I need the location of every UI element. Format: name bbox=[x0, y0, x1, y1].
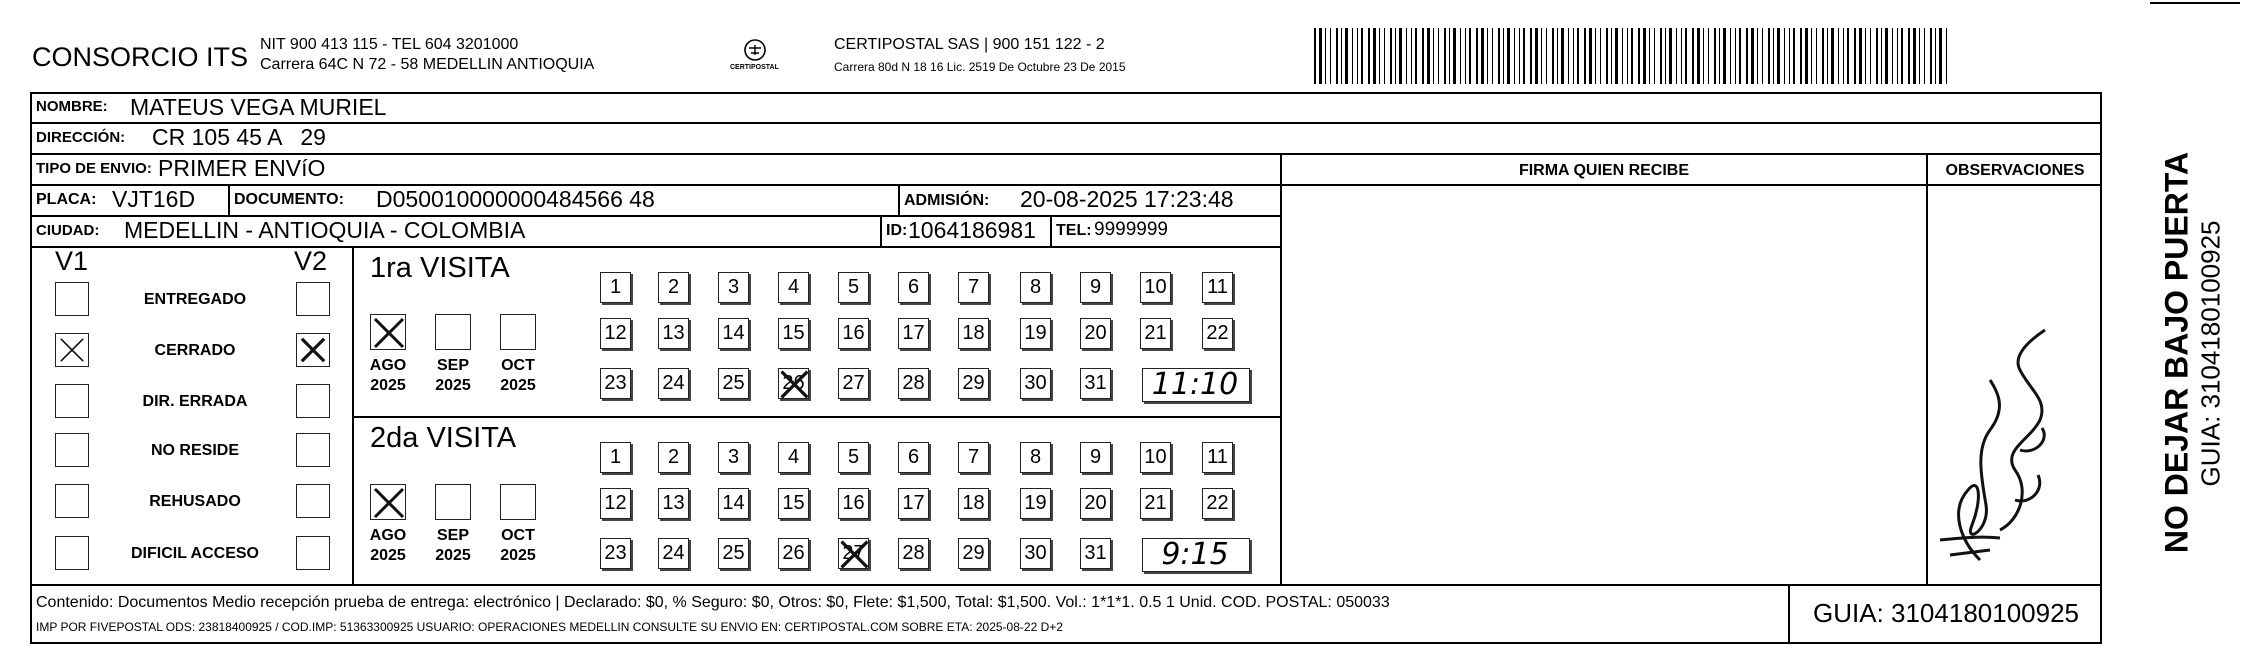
barcode-bar bbox=[1395, 28, 1396, 84]
barcode-bar bbox=[1768, 28, 1770, 84]
day-box[interactable]: 21 bbox=[1140, 318, 1171, 349]
barcode-bar bbox=[1481, 28, 1484, 84]
day-box[interactable]: 11 bbox=[1202, 272, 1233, 303]
documento-value: D050010000000484566 48 bbox=[376, 186, 655, 212]
barcode-bar bbox=[1735, 28, 1736, 84]
month-label: OCT 2025 bbox=[500, 527, 536, 564]
day-box[interactable]: 25 bbox=[718, 368, 749, 399]
barcode-bar bbox=[1908, 28, 1910, 84]
barcode-bar bbox=[1692, 28, 1694, 84]
footer-imp: IMP POR FIVEPOSTAL ODS: 23818400925 / COD.IMP: 51363300925 USUARIO: OPERACIONES MEDELLIN CONSULTE SU ENVIO EN: CERTIPOSTAL.COM SOBRE ETA: 2025-08-22 D+2 bbox=[36, 620, 1063, 634]
day-box[interactable]: 9 bbox=[1080, 442, 1111, 473]
status-option-label: NO RESIDE bbox=[150, 442, 239, 459]
barcode-bar bbox=[1357, 28, 1358, 84]
month-checkbox[interactable] bbox=[370, 314, 406, 350]
status-option-label: REHUSADO bbox=[149, 493, 241, 510]
day-box[interactable]: 26 bbox=[778, 538, 809, 569]
visit-time: 9:15 bbox=[1161, 537, 1229, 572]
barcode-bar bbox=[1546, 28, 1547, 84]
day-box[interactable]: 28 bbox=[898, 368, 929, 399]
barcode-bar bbox=[1595, 28, 1596, 84]
certipostal-logo-icon bbox=[732, 36, 778, 76]
barcode-bar bbox=[1946, 28, 1947, 84]
barcode-bar bbox=[1406, 28, 1407, 84]
barcode-bar bbox=[1433, 28, 1434, 84]
barcode-bar bbox=[1336, 28, 1338, 84]
barcode-bar bbox=[1438, 28, 1439, 84]
barcode-bar bbox=[1622, 28, 1623, 84]
barcode-bar bbox=[1561, 28, 1564, 84]
barcode-bar bbox=[1789, 28, 1790, 84]
barcode-bar bbox=[1368, 28, 1370, 84]
barcode-bar bbox=[1649, 28, 1650, 84]
barcode-bar bbox=[1615, 28, 1618, 84]
barcode-bar bbox=[1384, 28, 1385, 84]
day-box[interactable]: 12 bbox=[600, 488, 631, 519]
status-option-label: ENTREGADO bbox=[143, 291, 247, 308]
barcode-bar bbox=[1557, 28, 1558, 84]
carrier-address: Carrera 80d N 18 16 Lic. 2519 De Octubre 23 De 2015 bbox=[834, 60, 1126, 74]
barcode-bar bbox=[1854, 28, 1856, 84]
day-box[interactable]: 2 bbox=[658, 272, 689, 303]
ciudad-value: MEDELLIN - ANTIOQUIA - COLOMBIA bbox=[124, 217, 526, 243]
logo-text: CERTIPOSTAL bbox=[730, 64, 779, 71]
barcode-bar bbox=[1676, 28, 1677, 84]
barcode-bar bbox=[1777, 28, 1780, 84]
month-label: SEP 2025 bbox=[435, 357, 471, 394]
day-box[interactable]: 30 bbox=[1020, 368, 1051, 399]
barcode-bar bbox=[1719, 28, 1720, 84]
placa-label: PLACA: bbox=[36, 191, 97, 208]
barcode-bar bbox=[1465, 28, 1466, 84]
barcode-bar bbox=[1881, 28, 1882, 84]
barcode-bar bbox=[1573, 28, 1574, 84]
day-box[interactable]: 26 bbox=[778, 368, 809, 399]
day-box[interactable]: 2 bbox=[658, 442, 689, 473]
side-text bbox=[2105, 120, 2245, 580]
id-label: ID: bbox=[886, 222, 908, 239]
barcode-bar bbox=[1523, 28, 1525, 84]
barcode-bar bbox=[1325, 28, 1326, 84]
barcode-bar bbox=[1708, 28, 1709, 84]
barcode-bar bbox=[1838, 28, 1839, 84]
day-box[interactable]: 19 bbox=[1020, 318, 1051, 349]
carrier-name: CERTIPOSTAL SAS | 900 151 122 - 2 bbox=[834, 36, 1105, 53]
barcode-bar bbox=[1697, 28, 1700, 84]
barcode-bar bbox=[1822, 28, 1824, 84]
company-name: CONSORCIO ITS bbox=[32, 42, 249, 72]
barcode-bar bbox=[1541, 28, 1542, 84]
nombre-value: MATEUS VEGA MURIEL bbox=[130, 94, 387, 120]
day-box[interactable]: 6 bbox=[898, 272, 929, 303]
barcode-bar bbox=[1939, 28, 1942, 84]
day-box[interactable]: 7 bbox=[958, 442, 989, 473]
barcode-bar bbox=[1453, 28, 1456, 84]
visit-title: 2da VISITA bbox=[370, 422, 517, 454]
barcode-bar bbox=[1885, 28, 1888, 84]
barcode-bar bbox=[1352, 28, 1353, 84]
barcode-bar bbox=[1469, 28, 1471, 84]
day-box[interactable]: 16 bbox=[838, 318, 869, 349]
status-option-label: DIFICIL ACCESO bbox=[130, 545, 259, 562]
day-box[interactable]: 29 bbox=[958, 538, 989, 569]
barcode-bar bbox=[1492, 28, 1493, 84]
v1-heading: V1 bbox=[55, 246, 89, 276]
barcode-bar bbox=[1589, 28, 1592, 84]
day-box[interactable]: 16 bbox=[838, 488, 869, 519]
day-box[interactable]: 15 bbox=[778, 318, 809, 349]
barcode-bar bbox=[1422, 28, 1424, 84]
barcode-bar bbox=[1427, 28, 1430, 84]
day-box[interactable]: 11 bbox=[1202, 442, 1233, 473]
documento-label: DOCUMENTO: bbox=[234, 191, 344, 208]
month-label: AGO 2025 bbox=[369, 357, 407, 394]
barcode-bar bbox=[1411, 28, 1412, 84]
day-box[interactable]: 28 bbox=[898, 538, 929, 569]
v2-checkbox[interactable] bbox=[296, 433, 330, 467]
barcode-bar bbox=[1627, 28, 1628, 84]
barcode-bar bbox=[1330, 28, 1331, 84]
barcode-bar bbox=[1924, 28, 1925, 84]
footer-guia: GUIA: 3104180100925 bbox=[1813, 598, 2079, 628]
barcode-bar bbox=[1379, 28, 1380, 84]
day-box[interactable]: 8 bbox=[1020, 272, 1051, 303]
day-box[interactable]: 14 bbox=[718, 318, 749, 349]
observaciones-heading: OBSERVACIONES bbox=[1945, 162, 2085, 179]
barcode-bar bbox=[1665, 28, 1666, 84]
id-value: 1064186981 bbox=[908, 217, 1036, 243]
month-checkbox[interactable] bbox=[500, 314, 536, 350]
barcode-bar bbox=[1870, 28, 1871, 84]
company-address: Carrera 64C N 72 - 58 MEDELLIN ANTIOQUIA bbox=[260, 56, 595, 73]
barcode-bar bbox=[1746, 28, 1748, 84]
day-box[interactable]: 4 bbox=[778, 272, 809, 303]
day-box[interactable]: 21 bbox=[1140, 488, 1171, 519]
day-box[interactable]: 18 bbox=[958, 488, 989, 519]
barcode-bar bbox=[1449, 28, 1450, 84]
day-box[interactable]: 23 bbox=[600, 538, 631, 569]
company-nit: NIT 900 413 115 - TEL 604 3201000 bbox=[260, 36, 519, 53]
barcode-bar bbox=[1730, 28, 1731, 84]
barcode-bar bbox=[1805, 28, 1808, 84]
barcode-bar bbox=[1476, 28, 1478, 84]
barcode-bar bbox=[1843, 28, 1844, 84]
barcode-bar bbox=[1831, 28, 1834, 84]
barcode-bar bbox=[1519, 28, 1520, 84]
admision-label: ADMISIÓN: bbox=[904, 192, 990, 209]
direccion-label: DIRECCIÓN: bbox=[36, 129, 126, 146]
barcode bbox=[1314, 28, 1954, 84]
barcode-bar bbox=[1935, 28, 1936, 84]
barcode-bar bbox=[1739, 28, 1741, 84]
v1-checkbox[interactable] bbox=[55, 282, 89, 316]
barcode-bar bbox=[1784, 28, 1785, 84]
v2-checkbox[interactable] bbox=[296, 384, 330, 418]
barcode-bar bbox=[1361, 28, 1363, 84]
barcode-bar bbox=[1703, 28, 1704, 84]
day-box[interactable]: 24 bbox=[658, 368, 689, 399]
day-box[interactable]: 3 bbox=[718, 442, 749, 473]
barcode-bar bbox=[1892, 28, 1893, 84]
barcode-bar bbox=[1584, 28, 1586, 84]
v2-heading: V2 bbox=[294, 246, 328, 276]
day-box[interactable]: 3 bbox=[718, 272, 749, 303]
day-box[interactable]: 31 bbox=[1080, 538, 1111, 569]
day-box[interactable]: 7 bbox=[958, 272, 989, 303]
day-box[interactable]: 9 bbox=[1080, 272, 1111, 303]
v2-checkbox[interactable] bbox=[296, 536, 330, 570]
barcode-bar bbox=[1606, 28, 1608, 84]
barcode-bar bbox=[1487, 28, 1488, 84]
barcode-bar bbox=[1669, 28, 1672, 84]
barcode-bar bbox=[1643, 28, 1646, 84]
v2-checkbox[interactable] bbox=[296, 333, 330, 367]
barcode-bar bbox=[1507, 28, 1510, 84]
barcode-bar bbox=[1530, 28, 1532, 84]
day-box[interactable]: 13 bbox=[658, 488, 689, 519]
barcode-bar bbox=[1901, 28, 1903, 84]
barcode-bar bbox=[1503, 28, 1504, 84]
day-box[interactable]: 10 bbox=[1140, 272, 1171, 303]
barcode-bar bbox=[1552, 28, 1554, 84]
v1-checkbox[interactable] bbox=[55, 433, 89, 467]
barcode-bar bbox=[1800, 28, 1802, 84]
v2-checkbox[interactable] bbox=[296, 484, 330, 518]
barcode-bar bbox=[1399, 28, 1402, 84]
day-box[interactable]: 12 bbox=[600, 318, 631, 349]
month-label: OCT 2025 bbox=[500, 357, 536, 394]
barcode-bar bbox=[1373, 28, 1376, 84]
tipo-value: PRIMER ENVíO bbox=[158, 155, 326, 181]
day-box[interactable]: 18 bbox=[958, 318, 989, 349]
barcode-bar bbox=[1897, 28, 1898, 84]
month-checkbox[interactable] bbox=[500, 484, 536, 520]
time-box[interactable] bbox=[1142, 538, 1250, 572]
day-box[interactable]: 17 bbox=[898, 318, 929, 349]
barcode-bar bbox=[1314, 28, 1316, 84]
signature bbox=[1920, 300, 2070, 570]
barcode-bar bbox=[1319, 28, 1322, 84]
side-guia: GUIA: 3104180100925 bbox=[2195, 220, 2226, 487]
v1-checkbox[interactable] bbox=[55, 484, 89, 518]
month-label: AGO 2025 bbox=[369, 527, 407, 564]
barcode-bar bbox=[1762, 28, 1763, 84]
barcode-bar bbox=[1827, 28, 1828, 84]
day-box[interactable]: 27 bbox=[838, 538, 869, 569]
barcode-bar bbox=[1390, 28, 1392, 84]
barcode-bar bbox=[1773, 28, 1774, 84]
day-box[interactable]: 29 bbox=[958, 368, 989, 399]
barcode-bar bbox=[1631, 28, 1633, 84]
day-box[interactable]: 13 bbox=[658, 318, 689, 349]
placa-value: VJT16D bbox=[112, 186, 196, 212]
firma-heading: FIRMA QUIEN RECIBE bbox=[1518, 162, 1690, 179]
nombre-label: NOMBRE: bbox=[36, 98, 108, 115]
visit-title: 1ra VISITA bbox=[370, 252, 510, 284]
barcode-bar bbox=[1919, 28, 1920, 84]
barcode-bar bbox=[1913, 28, 1916, 84]
barcode-bar bbox=[1444, 28, 1446, 84]
direccion-value: CR 105 45 A 29 bbox=[152, 124, 326, 150]
barcode-bar bbox=[1535, 28, 1538, 84]
barcode-bar bbox=[1415, 28, 1417, 84]
barcode-bar bbox=[1514, 28, 1515, 84]
v1-checkbox[interactable] bbox=[55, 333, 89, 367]
barcode-bar bbox=[1498, 28, 1500, 84]
day-box[interactable]: 8 bbox=[1020, 442, 1051, 473]
barcode-bar bbox=[1638, 28, 1640, 84]
tel-value: 9999999 bbox=[1094, 219, 1168, 240]
day-box[interactable]: 17 bbox=[898, 488, 929, 519]
day-box[interactable]: 22 bbox=[1202, 488, 1233, 519]
day-box[interactable]: 23 bbox=[600, 368, 631, 399]
barcode-bar bbox=[1660, 28, 1662, 84]
barcode-bar bbox=[1600, 28, 1601, 84]
barcode-bar bbox=[1757, 28, 1758, 84]
month-label: SEP 2025 bbox=[435, 527, 471, 564]
barcode-bar bbox=[1930, 28, 1932, 84]
day-box[interactable]: 1 bbox=[600, 272, 631, 303]
day-box[interactable]: 15 bbox=[778, 488, 809, 519]
barcode-bar bbox=[1460, 28, 1461, 84]
day-box[interactable]: 5 bbox=[838, 442, 869, 473]
day-box[interactable]: 24 bbox=[658, 538, 689, 569]
barcode-bar bbox=[1811, 28, 1812, 84]
day-box[interactable]: 14 bbox=[718, 488, 749, 519]
ciudad-label: CIUDAD: bbox=[36, 222, 100, 239]
day-box[interactable]: 10 bbox=[1140, 442, 1171, 473]
corner-mark bbox=[2150, 0, 2240, 4]
barcode-bar bbox=[1847, 28, 1849, 84]
day-box[interactable]: 20 bbox=[1080, 318, 1111, 349]
time-box[interactable] bbox=[1142, 368, 1250, 402]
barcode-bar bbox=[1865, 28, 1866, 84]
day-box[interactable]: 25 bbox=[718, 538, 749, 569]
day-box[interactable]: 22 bbox=[1202, 318, 1233, 349]
barcode-bar bbox=[1341, 28, 1342, 84]
day-box[interactable]: 5 bbox=[838, 272, 869, 303]
barcode-bar bbox=[1654, 28, 1655, 84]
tel-label: TEL: bbox=[1056, 222, 1092, 239]
day-box[interactable]: 31 bbox=[1080, 368, 1111, 399]
barcode-bar bbox=[1681, 28, 1682, 84]
day-box[interactable]: 6 bbox=[898, 442, 929, 473]
side-no-dejar: NO DEJAR BAJO PUERTA bbox=[2158, 151, 2195, 554]
barcode-bar bbox=[1751, 28, 1754, 84]
barcode-bar bbox=[1568, 28, 1569, 84]
month-checkbox[interactable] bbox=[370, 484, 406, 520]
day-box[interactable]: 1 bbox=[600, 442, 631, 473]
v1-checkbox[interactable] bbox=[55, 384, 89, 418]
day-box[interactable]: 20 bbox=[1080, 488, 1111, 519]
barcode-bar bbox=[1816, 28, 1817, 84]
status-option-label: CERRADO bbox=[154, 342, 236, 359]
v2-checkbox[interactable] bbox=[296, 282, 330, 316]
admision-value: 20-08-2025 17:23:48 bbox=[1020, 186, 1234, 212]
day-box[interactable]: 30 bbox=[1020, 538, 1051, 569]
day-box[interactable]: 4 bbox=[778, 442, 809, 473]
tipo-label: TIPO DE ENVIO: bbox=[36, 160, 152, 177]
month-checkbox[interactable] bbox=[435, 484, 471, 520]
visit-time: 11:10 bbox=[1151, 367, 1239, 402]
barcode-bar bbox=[1611, 28, 1612, 84]
barcode-bar bbox=[1685, 28, 1687, 84]
barcode-bar bbox=[1345, 28, 1348, 84]
status-option-label: DIR. ERRADA bbox=[142, 393, 248, 410]
barcode-bar bbox=[1793, 28, 1795, 84]
barcode-bar bbox=[1859, 28, 1862, 84]
day-box[interactable]: 27 bbox=[838, 368, 869, 399]
barcode-bar bbox=[1577, 28, 1579, 84]
month-checkbox[interactable] bbox=[435, 314, 471, 350]
barcode-bar bbox=[1723, 28, 1726, 84]
day-box[interactable]: 19 bbox=[1020, 488, 1051, 519]
footer-contenido: Contenido: Documentos Medio recepción prueba de entrega: electrónico | Declarado: $0, % Seguro: $0, Otros: $0, Flete: $1,500, Total: $1,500. Vol.: 1*1*1. 0.5 1 Unid. COD. POSTAL: 050033 bbox=[36, 594, 1390, 611]
barcode-bar bbox=[1876, 28, 1878, 84]
barcode-bar bbox=[1714, 28, 1716, 84]
v1-checkbox[interactable] bbox=[55, 536, 89, 570]
